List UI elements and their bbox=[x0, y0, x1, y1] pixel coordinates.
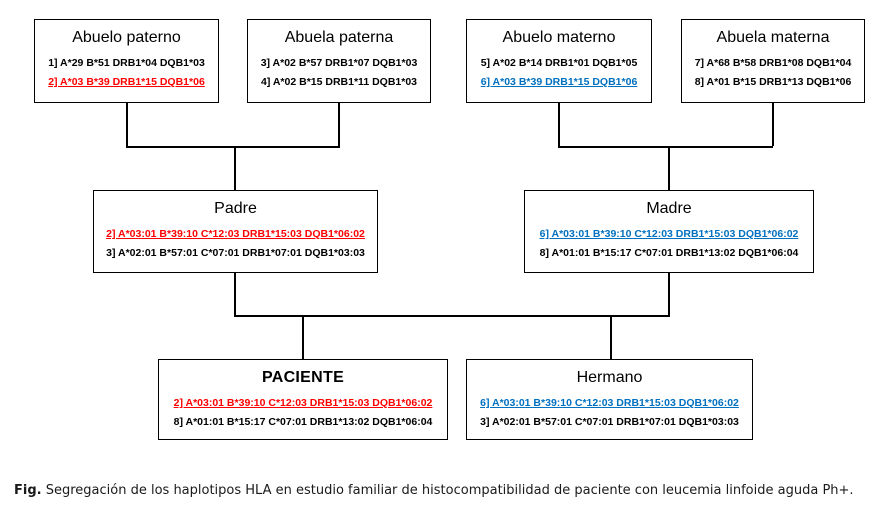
person-box-madre bbox=[524, 190, 814, 273]
connector-to-padre bbox=[234, 146, 236, 190]
connector-madre-down bbox=[668, 273, 670, 315]
connector-paternal-couple bbox=[126, 146, 340, 148]
connector-abuelo-paterno-down bbox=[126, 103, 128, 146]
haplotype-line: 6] A*03:01 B*39:10 C*12:03 DRB1*15:03 DQB1*06:02 bbox=[480, 397, 739, 409]
haplotype-line: 4] A*02 B*15 DRB1*11 DQB1*03 bbox=[260, 76, 418, 88]
figure-caption bbox=[14, 482, 876, 500]
person-box-abuela-paterna bbox=[247, 19, 431, 103]
haplotype-line: 6] A*03 B*39 DRB1*15 DQB1*06 bbox=[480, 76, 638, 88]
connector-parents-couple bbox=[234, 315, 670, 317]
haplotype-line: 8] A*01 B*15 DRB1*13 DQB1*06 bbox=[694, 76, 852, 88]
haplotype-line: 5] A*02 B*14 DRB1*01 DQB1*05 bbox=[480, 57, 638, 69]
haplotype-line: 3] A*02:01 B*57:01 C*07:01 DRB1*07:01 DQB1*03:03 bbox=[106, 247, 365, 259]
person-box-abuela-materna bbox=[681, 19, 865, 103]
connector-maternal-couple bbox=[558, 146, 773, 148]
person-box-hermano bbox=[466, 359, 753, 440]
haplotype-line: 1] A*29 B*51 DRB1*04 DQB1*03 bbox=[48, 57, 205, 69]
haplotype-line: 3] A*02:01 B*57:01 C*07:01 DRB1*07:01 DQB1*03:03 bbox=[480, 416, 739, 428]
caption-label: Fig. bbox=[14, 483, 42, 498]
haplotype-line: 8] A*01:01 B*15:17 C*07:01 DRB1*13:02 DQB1*06:04 bbox=[539, 247, 799, 259]
haplotype-line: 2] A*03:01 B*39:10 C*12:03 DRB1*15:03 DQB1*06:02 bbox=[173, 397, 433, 409]
connector-to-hermano bbox=[610, 315, 612, 359]
haplotype-line: 6] A*03:01 B*39:10 C*12:03 DRB1*15:03 DQB1*06:02 bbox=[539, 228, 799, 240]
person-title: Abuelo materno bbox=[502, 29, 616, 46]
person-box-abuelo-paterno bbox=[34, 19, 219, 103]
person-box-padre bbox=[93, 190, 378, 273]
person-title: Abuelo paterno bbox=[72, 29, 181, 46]
haplotype-line: 7] A*68 B*58 DRB1*08 DQB1*04 bbox=[694, 57, 852, 69]
person-box-abuelo-materno bbox=[466, 19, 652, 103]
person-box-paciente bbox=[158, 359, 448, 440]
person-title: Padre bbox=[214, 200, 257, 217]
connector-to-madre bbox=[668, 146, 670, 190]
connector-abuelo-materno-down bbox=[558, 103, 560, 146]
haplotype-line: 2] A*03 B*39 DRB1*15 DQB1*06 bbox=[48, 76, 205, 88]
person-title: Abuela paterna bbox=[284, 29, 394, 46]
connector-abuela-paterna-down bbox=[338, 103, 340, 146]
connector-padre-down bbox=[234, 273, 236, 315]
haplotype-line: 2] A*03:01 B*39:10 C*12:03 DRB1*15:03 DQB1*06:02 bbox=[106, 228, 365, 240]
caption-text: Segregación de los haplotipos HLA en estudio familiar de histocompatibilidad de paciente con leucemia linfoide aguda Ph+. bbox=[41, 483, 854, 498]
person-title: Abuela materna bbox=[716, 29, 830, 46]
connector-to-paciente bbox=[302, 315, 304, 359]
haplotype-line: 8] A*01:01 B*15:17 C*07:01 DRB1*13:02 DQB1*06:04 bbox=[173, 416, 433, 428]
connector-abuela-materna-down bbox=[772, 103, 774, 146]
person-title: Madre bbox=[646, 200, 692, 217]
person-title: Hermano bbox=[576, 369, 643, 386]
person-title: PACIENTE bbox=[261, 369, 345, 386]
haplotype-line: 3] A*02 B*57 DRB1*07 DQB1*03 bbox=[260, 57, 418, 69]
